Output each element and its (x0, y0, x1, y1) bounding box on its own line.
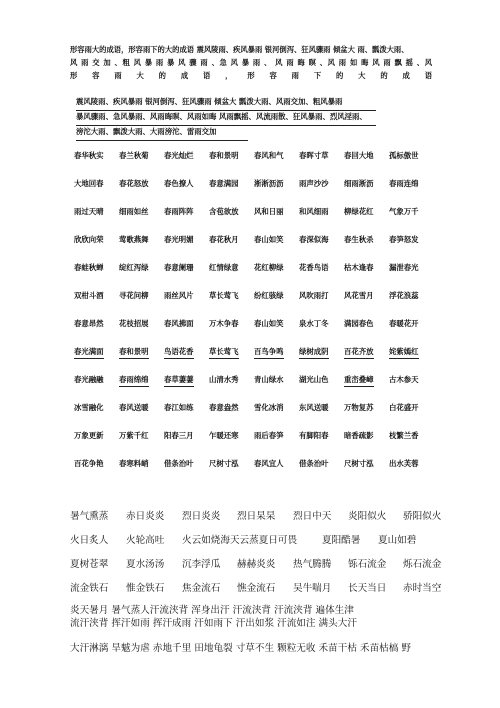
idiom-cell: 春花秋月 (209, 235, 239, 244)
idiom-cell: 和风细雨 (299, 207, 329, 216)
idiom-cell: 万紫千红 (119, 431, 149, 440)
idiom-cell: 春笋怒发 (389, 235, 419, 244)
idiom-cell: 春生秋杀 (344, 235, 374, 244)
idiom-cell: 细雨淅沥 (344, 179, 374, 188)
summer-idiom: 火轮高吐 (126, 535, 165, 546)
idiom-cell: 春色撩人 (164, 179, 194, 188)
summer-idiom: 沉李浮瓜 (182, 559, 221, 570)
idiom-cell: 湖光山色 (299, 375, 329, 384)
idiom-cell: 春意昂然 (74, 319, 104, 328)
idiom-cell: 春雨阵阵 (164, 207, 194, 216)
summer-idiom: 烈日杲杲 (237, 511, 276, 522)
summer-idiom: 炎阳似火 (348, 511, 387, 522)
idiom-cell: 春江如练 (164, 403, 194, 412)
idiom-cell: 花红柳绿 (254, 263, 284, 272)
idiom-cell: 百鸟争鸣 (254, 346, 284, 359)
idiom-list-line: 震风陵雨、疾风暴雨 银河倒泻、狂风骤雨 倾盆大 瓢泼大雨、风雨交加、粗风暴雨 (76, 96, 376, 111)
idiom-cell: 绽红泻绿 (119, 263, 149, 272)
idiom-cell: 柳绿花红 (344, 207, 374, 216)
idiom-cell: 春暖花开 (389, 319, 419, 328)
idiom-cell: 欣欣向荣 (74, 235, 104, 244)
idiom-cell: 春山如笑 (254, 235, 284, 244)
idiom-cell: 风吹雨打 (299, 291, 329, 300)
idiom-cell: 枝繁兰香 (389, 431, 419, 440)
idiom-cell: 鸟语花香 (164, 346, 194, 359)
idiom-cell: 借条治叶 (164, 459, 194, 468)
idiom-cell: 枯木逢春 (344, 263, 374, 272)
idiom-cell: 万木争春 (209, 319, 239, 328)
summer-idiom-row (70, 580, 450, 604)
idiom-cell: 阳春三月 (164, 431, 194, 440)
idiom-cell: 青山绿水 (254, 375, 284, 384)
idiom-cell: 有脚阳春 (299, 431, 329, 440)
idiom-cell: 春山如笑 (254, 319, 284, 328)
idiom-cell: 浮花浪蕊 (389, 291, 419, 300)
idiom-cell: 春深似海 (299, 235, 329, 244)
idiom-cell: 春意满园 (209, 179, 239, 188)
idiom-cell: 春和景明 (119, 346, 149, 359)
idiom-cell: 山清水秀 (209, 375, 239, 384)
summer-idiom: 惟金铁石 (126, 583, 165, 594)
idiom-cell: 含苞欲放 (209, 207, 239, 216)
idiom-cell: 万物复苏 (344, 403, 374, 412)
idiom-cell: 春晖寸草 (299, 151, 329, 160)
summer-idiom: 焦金流石 (182, 583, 221, 594)
summer-idiom: 烈日中天 (293, 511, 332, 522)
idiom-cell: 绿树成阴 (299, 346, 329, 359)
summer-idiom-row (70, 556, 450, 580)
idiom-cell: 乍暖还寒 (209, 431, 239, 440)
idiom-cell: 白花盛开 (389, 403, 419, 412)
idiom-cell: 春光明媚 (164, 235, 194, 244)
summer-idiom: 夏水汤汤 (126, 559, 165, 570)
idiom-cell: 大地回春 (74, 179, 104, 188)
idiom-cell: 百花齐放 (344, 346, 374, 359)
idiom-cell: 春草萋萋 (164, 374, 194, 387)
idiom-cell: 风花雪月 (344, 291, 374, 300)
idiom-cell: 细雨如丝 (119, 207, 149, 216)
idiom-cell: 雨声沙沙 (299, 179, 329, 188)
idiom-cell: 借条治叶 (299, 459, 329, 468)
idiom-cell: 漏泄春光 (389, 263, 419, 272)
idiom-cell: 尺树寸泓 (209, 459, 239, 468)
summer-idiom-line: 大汗淋漓 旱魃为虐 赤地千里 田地龟裂 寸草不生 颗粒无收 禾苗干枯 禾苗枯槁 野 (70, 643, 411, 654)
idiom-cell: 春风宜人 (254, 459, 284, 468)
idiom-cell: 雨过天晴 (74, 207, 104, 216)
intro-line: 形 容 雨 大 的 成 语 ， 形 容 雨 下 的 大 的 成 语 (70, 71, 432, 80)
idiom-cell: 草长莺飞 (209, 346, 239, 359)
idiom-list-line: 暴风骤雨、急风暴雨、风雨晦暝、风雨如晦 风雨飘摇、风流雨散、狂风暴雨、烈风淫雨、 (76, 111, 376, 126)
idiom-cell: 暗香疏影 (344, 431, 374, 440)
summer-idiom: 憔金流石 (237, 583, 276, 594)
idiom-cell: 出水芙蓉 (389, 459, 419, 468)
idiom-cell: 雪化冰消 (254, 403, 284, 412)
idiom-cell: 花枝招展 (119, 319, 149, 328)
idiom-cell: 古木参天 (389, 375, 419, 384)
summer-idiom: 赤时当空 (403, 583, 442, 594)
intro-paragraph (70, 43, 432, 82)
summer-idiom: 长天当日 (348, 583, 387, 594)
summer-idiom: 夏树苍翠 (70, 559, 109, 570)
summer-idiom-line: 流汗浃背 挥汗如雨 挥汗成雨 汗如雨下 汗出如浆 汗流如注 满头大汗 (70, 618, 357, 629)
intro-line: 形容雨大的成语，形容雨下的大的成语 震风陵雨、疾风暴雨 银河倒泻、狂风骤雨 倾盆大 雨、瓢泼大雨、 (70, 45, 409, 54)
idiom-cell: 孤标傲世 (389, 151, 419, 160)
summer-idiom-line: 炎天暑月 暑气蒸人汗流浃背 浑身出汗 汗流浃背 汗流浃背 遍体生津 (70, 605, 354, 616)
idiom-cell: 雨丝风片 (164, 291, 194, 300)
summer-idiom: 暑气熏蒸 (70, 511, 109, 522)
idiom-cell: 春意阑珊 (164, 263, 194, 272)
idiom-cell: 春风和气 (254, 151, 284, 160)
summer-idiom: 铄石流金 (348, 559, 387, 570)
idiom-cell: 东风送暖 (299, 403, 329, 412)
idiom-cell: 春蛙秋蝉 (74, 263, 104, 272)
idiom-cell: 双柑斗酒 (74, 291, 104, 300)
idiom-cell: 春和景明 (209, 151, 239, 160)
idiom-cell: 泉水丁冬 (299, 319, 329, 328)
idiom-cell: 春意盎然 (209, 403, 239, 412)
idiom-list-line: 滂沱大雨、飘泼大雨、大雨滂沱、雷雨交加 (76, 126, 248, 141)
idiom-cell: 万象更新 (74, 431, 104, 440)
idiom-cell: 姹紫嫣红 (389, 346, 419, 359)
idiom-cell: 春华秋实 (74, 151, 104, 160)
idiom-cell: 尺树寸泓 (344, 459, 374, 468)
summer-idiom: 赫赫炎炎 (237, 559, 276, 570)
idiom-cell: 春寒料峭 (119, 459, 149, 468)
summer-idiom: 烈日炎炎 (182, 511, 221, 522)
summer-idiom: 赤日炎炎 (126, 511, 165, 522)
idiom-cell: 春花怒放 (119, 179, 149, 188)
idiom-cell: 风和日丽 (254, 207, 284, 216)
idiom-cell: 冰雪融化 (74, 403, 104, 412)
summer-idiom: 烁石流金 (403, 559, 442, 570)
idiom-cell: 气象万千 (389, 207, 419, 216)
summer-idiom-row (70, 532, 450, 556)
idiom-cell: 春兰秋菊 (119, 151, 149, 160)
summer-idiom: 骄阳似火 (403, 511, 442, 522)
summer-idiom: 流金铁石 (70, 583, 109, 594)
idiom-cell: 春风送暖 (119, 403, 149, 412)
idiom-cell: 春雨连绵 (389, 179, 419, 188)
idiom-cell: 春回大地 (344, 151, 374, 160)
idiom-cell: 雨后春笋 (254, 431, 284, 440)
summer-idiom-row (70, 508, 450, 532)
summer-idiom: 热气腾腾 (293, 559, 332, 570)
idiom-cell: 春光灿烂 (164, 151, 194, 160)
idiom-cell: 草长莺飞 (209, 291, 239, 300)
summer-idiom-section (70, 508, 450, 655)
idiom-cell: 寻花问柳 (119, 291, 149, 300)
summer-idiom: 火云如烧海天云蒸夏日可畏 (182, 535, 298, 546)
idiom-cell: 莺歌燕舞 (119, 235, 149, 244)
summer-idiom: 火日炙人 (70, 535, 109, 546)
idiom-cell: 纷红骇绿 (254, 291, 284, 300)
idiom-cell: 春光满面 (74, 346, 104, 359)
idiom-cell: 春风拂面 (164, 319, 194, 328)
idiom-cell: 淅淅沥沥 (254, 179, 284, 188)
idiom-cell: 春雨绵绵 (119, 374, 149, 387)
idiom-cell: 百花争艳 (74, 459, 104, 468)
rain-idiom-list (76, 96, 376, 141)
summer-idiom: 夏阳酷暑 (322, 535, 361, 546)
idiom-cell: 红情绿意 (209, 263, 239, 272)
idiom-cell: 满园春色 (344, 319, 374, 328)
summer-idiom: 夏山如碧 (378, 535, 417, 546)
summer-idiom: 吴牛喘月 (293, 583, 332, 594)
idiom-cell: 春光融融 (74, 375, 104, 384)
idiom-cell: 重峦叠嶂 (344, 374, 374, 387)
idiom-cell: 花香鸟语 (299, 263, 329, 272)
intro-line: 风 雨 交 加 、粗 风 暴 雨 暴 风 骤 雨 、急 风 暴 雨 、 风 雨 晦 暝 、风 雨 如 晦 风 雨 飘 摇 、风 (70, 58, 432, 67)
